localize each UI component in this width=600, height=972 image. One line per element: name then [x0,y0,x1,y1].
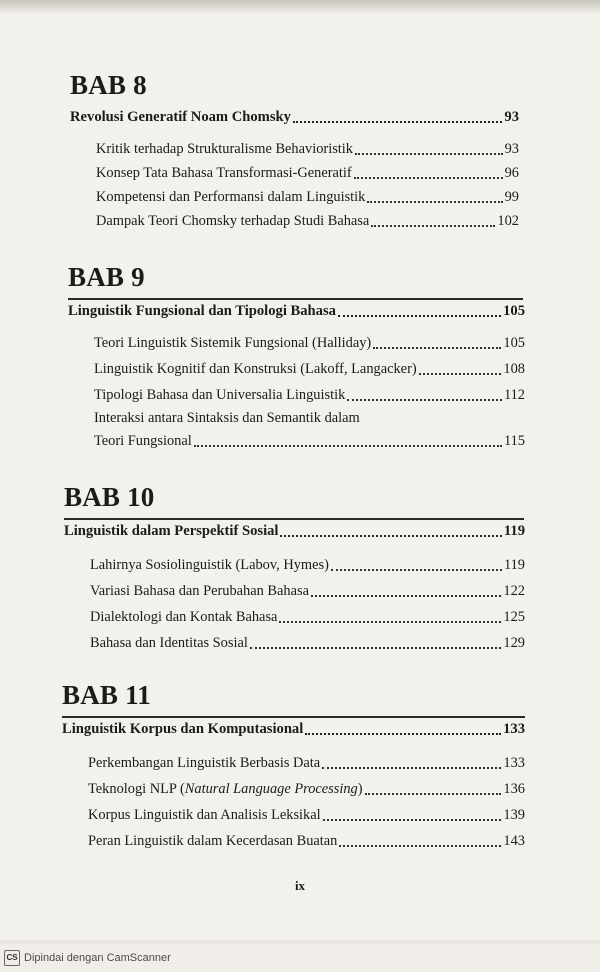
toc-page-number: 96 [504,165,519,181]
toc-entry [88,798,525,824]
toc-entry [88,772,525,798]
toc-entry [96,182,519,206]
toc-entry [94,378,525,404]
page-edge-shadow [0,0,600,14]
toc-entry-label-pre: Teknologi NLP ( [88,781,185,797]
dot-leader [367,199,502,203]
toc-page-number: 133 [503,721,525,737]
chapter-rule [64,518,524,520]
toc-entry-label: Kritik terhadap Strukturalisme Behavioristik [96,141,353,157]
toc-page-number: 133 [503,755,525,771]
dot-leader [354,175,503,179]
toc-entry [90,600,525,626]
toc-entry-label: Variasi Bahasa dan Perubahan Bahasa [90,583,309,599]
chapter-title: BAB 11 [62,680,151,710]
toc-main-entry [68,302,525,320]
toc-entry [88,746,525,772]
toc-entry [94,426,525,450]
toc-entry [94,352,525,378]
toc-entry-label: Dialektologi dan Kontak Bahasa [90,609,278,625]
dot-leader [338,313,501,317]
toc-page-number: 99 [504,189,519,205]
chapter-bab-11 [0,680,600,849]
toc-main-entry [62,720,525,738]
toc-page-number: 119 [503,557,525,573]
toc-page-number: 93 [504,141,519,157]
toc-page-number: 136 [503,781,525,797]
toc-main-entry [70,108,519,126]
toc-entry-label: Kompetensi dan Performansi dalam Linguistik [96,189,366,205]
dot-leader [194,443,502,447]
toc-entry-label: Linguistik Korpus dan Komputasional [62,721,304,737]
dot-leader [280,533,501,537]
toc-page-number: 93 [504,109,519,125]
toc-entry [90,574,525,600]
toc-entry-label: Tipologi Bahasa dan Universalia Linguistik [94,387,346,403]
toc-entry-label: Lahirnya Sosiolinguistik (Labov, Hymes) [90,557,329,573]
toc-entry [90,626,525,652]
toc-page-number: 105 [503,335,525,351]
toc-entry-label: Bahasa dan Identitas Sosial [90,635,248,651]
chapter-title: BAB 10 [64,482,155,512]
chapter-bab-9 [0,262,600,449]
chapter-bab-10 [0,482,600,651]
toc-entry [96,206,519,230]
dot-leader [293,119,502,123]
dot-leader [323,817,502,821]
chapter-title: BAB 8 [70,70,147,100]
toc-entry [96,158,519,182]
toc-entry [90,548,525,574]
chapter-title: BAB 9 [68,262,145,292]
toc-entry [94,328,525,352]
scanner-watermark-text: Dipindai dengan CamScanner [24,952,171,964]
dot-leader [322,765,501,769]
dot-leader [331,567,502,571]
toc-entry-label: Konsep Tata Bahasa Transformasi-Generatif [96,165,352,181]
dot-leader [311,593,501,597]
toc-page-number: 122 [503,583,525,599]
dot-leader [365,791,502,795]
toc-entry-label: Teori Fungsional [94,433,192,449]
toc-entry [96,134,519,158]
toc-page-number: 143 [503,833,525,849]
toc-entry-label [88,780,363,798]
toc-entry-label: Revolusi Generatif Noam Chomsky [70,109,291,125]
dot-leader [371,223,495,227]
dot-leader [419,371,502,375]
toc-page-number: 115 [503,433,525,449]
toc-page-number: 102 [497,213,519,229]
toc-entry-label: Korpus Linguistik dan Analisis Leksikal [88,807,321,823]
dot-leader [250,645,502,649]
camscanner-logo-icon: CS [4,950,20,966]
toc-page-number: 139 [503,807,525,823]
dot-leader [305,731,501,735]
toc-main-entry [64,522,525,540]
dot-leader [339,843,501,847]
chapter-rule [62,716,525,718]
dot-leader [373,345,501,349]
chapter-bab-8 [0,70,600,229]
toc-entry-label: Peran Linguistik dalam Kecerdasan Buatan [88,833,338,849]
dot-leader [355,151,503,155]
toc-page-number: 108 [503,361,525,377]
toc-page-number: 105 [503,303,525,319]
toc-entry-label-line1: Interaksi antara Sintaksis dan Semantik dalam [94,410,360,426]
toc-entry-label: Perkembangan Linguistik Berbasis Data [88,755,321,771]
toc-entry-label-italic: Natural Language Processing [184,781,358,797]
toc-entry-label: Linguistik Kognitif dan Konstruksi (Lakoff, Langacker) [94,361,417,377]
toc-entry [88,824,525,850]
dot-leader [279,619,501,623]
toc-entry-label: Linguistik Fungsional dan Tipologi Bahasa [68,303,336,319]
page-number: ix [294,878,306,893]
toc-entry-label: Linguistik dalam Perspektif Sosial [64,523,279,539]
toc-entry-label: Dampak Teori Chomsky terhadap Studi Bahasa [96,213,370,229]
toc-page-number: 112 [503,387,525,403]
scanner-watermark-bar [0,944,600,972]
toc-entry-label: Teori Linguistik Sistemik Fungsional (Halliday) [94,335,372,351]
toc-entry-label-post: ) [357,781,363,797]
dot-leader [347,397,502,401]
toc-page-number: 129 [503,635,525,651]
toc-page-number: 125 [503,609,525,625]
toc-page-number: 119 [503,523,525,539]
chapter-rule [68,298,523,300]
